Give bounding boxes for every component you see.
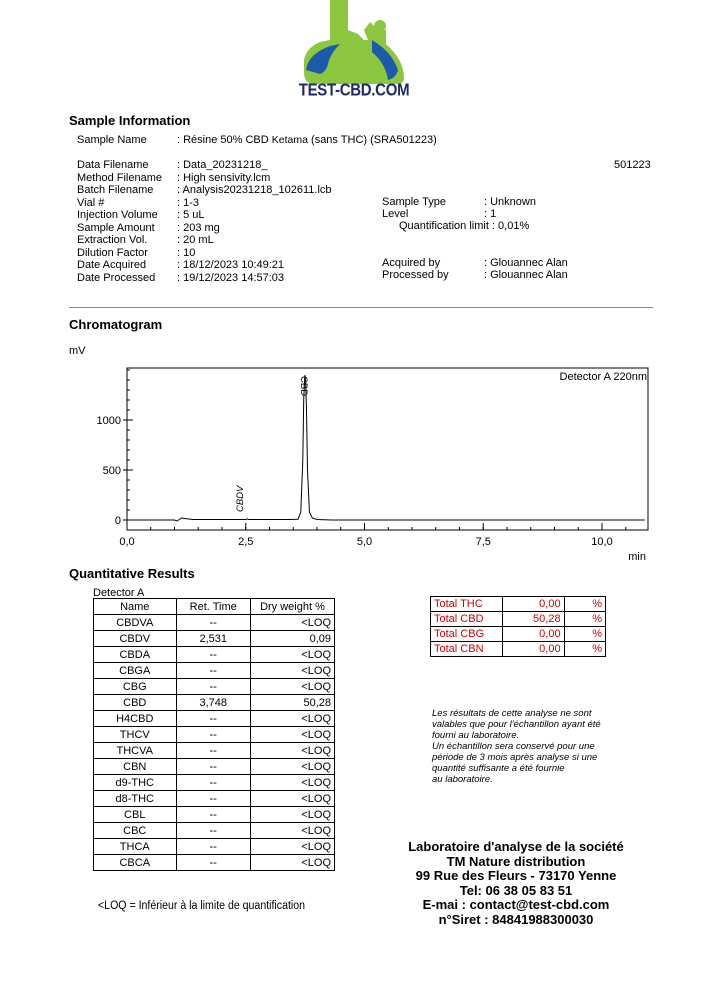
lab-company: TM Nature distribution — [446, 853, 586, 869]
dry-weight-cell: <LOQ — [250, 711, 334, 727]
ret-time-cell: -- — [176, 775, 250, 791]
ret-time-cell: -- — [176, 679, 250, 695]
totals-row — [431, 597, 606, 612]
table-row — [94, 679, 335, 695]
ret-time-cell: -- — [176, 615, 250, 631]
y-tick-label: 500 — [102, 465, 121, 477]
total-unit-cell: % — [564, 642, 605, 657]
disclaimer-line: Un échantillon sera conservé pour une — [432, 741, 595, 752]
lab-siret: n°Siret : 84841988300030 — [438, 911, 594, 927]
totals-table — [430, 596, 606, 657]
batch-filename-value: : Analysis20231218_102611.lcb — [177, 184, 332, 196]
results-header-cell: Ret. Time — [176, 599, 250, 615]
compound-name-cell: d8-THC — [94, 791, 177, 807]
ret-time-cell: -- — [176, 711, 250, 727]
ret-time-cell: -- — [176, 663, 250, 679]
disclaimer-line: Les résultats de cette analyse ne sont — [432, 708, 592, 719]
x-tick-label: 10,0 — [591, 536, 613, 548]
table-row — [94, 615, 335, 631]
disclaimer-line: quantité suffisante a été fournie — [432, 763, 565, 774]
dry-weight-cell: <LOQ — [250, 759, 334, 775]
chromatogram-title: Chromatogram — [69, 317, 163, 332]
dilution-factor-value: : 10 — [177, 246, 196, 259]
table-row — [94, 695, 335, 711]
processed-by-label: Processed by — [382, 269, 449, 281]
table-row — [94, 855, 335, 871]
lab-name: Laboratoire d'analyse de la société — [408, 839, 624, 854]
table-row — [94, 759, 335, 775]
date-acquired-value: : 18/12/2023 10:49:21 — [177, 259, 285, 271]
acquired-by-label: Acquired by — [382, 257, 441, 269]
totals-row — [431, 612, 606, 627]
quant-results-title: Quantitative Results — [69, 566, 195, 581]
extraction-vol-label: Extraction Vol. — [77, 234, 148, 246]
sample-name-label: Sample Name — [77, 134, 147, 146]
extraction-vol-value: : 20 mL — [177, 234, 214, 246]
disclaimer-line: valables que pour l'échantillon ayant été — [432, 719, 601, 730]
table-row — [94, 791, 335, 807]
compound-name-cell: CBDV — [94, 631, 177, 647]
x-tick-label: 2,5 — [238, 536, 254, 548]
dry-weight-cell: <LOQ — [250, 807, 334, 823]
ret-time-cell: -- — [176, 743, 250, 759]
table-row — [94, 839, 335, 855]
level-label: Level — [382, 208, 409, 220]
vial-value: : 1-3 — [177, 196, 200, 209]
dry-weight-cell: <LOQ — [250, 775, 334, 791]
table-row — [94, 807, 335, 823]
date-processed-label: Date Processed — [77, 271, 156, 284]
date-processed-value: : 19/12/2023 14:57:03 — [177, 271, 285, 284]
table-row — [94, 631, 335, 647]
disclaimer — [432, 708, 601, 785]
ret-time-cell: -- — [176, 727, 250, 743]
disclaimer-line: période de 3 mois après analyse si une — [432, 752, 598, 763]
compound-name-cell: CBL — [94, 807, 177, 823]
x-axis-unit: min — [628, 551, 646, 563]
batch-filename-label: Batch Filename — [77, 184, 154, 196]
compound-name-cell: THCV — [94, 727, 177, 743]
compound-name-cell: d9-THC — [94, 775, 177, 791]
table-row — [94, 663, 335, 679]
compound-name-cell: H4CBD — [94, 711, 177, 727]
lab-email: E-mai : contact@test-cbd.com — [422, 897, 610, 912]
data-filename-value: : Data_20231218_ — [177, 159, 268, 171]
dry-weight-cell: <LOQ — [250, 663, 334, 679]
total-unit-cell: % — [564, 627, 605, 642]
compound-name-cell: CBCA — [94, 855, 177, 871]
compound-name-cell: CBDVA — [94, 615, 177, 631]
total-value-cell: 0,00 — [503, 597, 564, 612]
sample-name-value-a: : Résine 50% CBD — [177, 134, 269, 146]
total-unit-cell: % — [564, 612, 605, 627]
y-axis-unit: mV — [69, 345, 86, 357]
plot-frame — [127, 368, 648, 530]
sample-type-label: Sample Type — [382, 196, 447, 208]
compound-name-cell: CBC — [94, 823, 177, 839]
ret-time-cell: -- — [176, 791, 250, 807]
sample-right-code: 501223 — [614, 159, 651, 171]
table-row — [94, 823, 335, 839]
injection-volume-value: : 5 uL — [177, 209, 205, 221]
brand-name: TEST-CBD.COM — [298, 80, 410, 101]
dry-weight-cell: <LOQ — [250, 647, 334, 663]
ret-time-cell: -- — [176, 839, 250, 855]
ret-time-cell: -- — [176, 759, 250, 775]
disclaimer-line: au laboratoire. — [432, 774, 493, 785]
compound-name-cell: THCVA — [94, 743, 177, 759]
total-name-cell: Total CBN — [431, 642, 503, 657]
y-tick-label: 1000 — [96, 415, 121, 427]
disclaimer-line: fourni au laboratoire. — [432, 730, 520, 741]
total-unit-cell: % — [564, 597, 605, 612]
x-tick-label: 5,0 — [356, 536, 373, 548]
results-header-row — [94, 599, 335, 615]
totals-row — [431, 627, 606, 642]
ret-time-cell: 2,531 — [176, 631, 250, 647]
compound-name-cell: CBGA — [94, 663, 177, 679]
peak-label: CBDV — [235, 485, 247, 512]
table-row — [94, 743, 335, 759]
detector-label: Detector A 220nm — [559, 371, 647, 383]
sample-name-value-b: Ketama — [271, 134, 308, 146]
x-tick-label: 0,0 — [119, 536, 135, 548]
table-row — [94, 711, 335, 727]
section-divider — [69, 307, 653, 308]
dry-weight-cell: <LOQ — [250, 839, 334, 855]
dry-weight-cell: 50,28 — [250, 695, 334, 711]
processed-by-value: : Glouannec Alan — [484, 269, 568, 281]
dry-weight-cell: 0,09 — [250, 631, 334, 647]
ret-time-cell: -- — [176, 823, 250, 839]
data-filename-label: Data Filename — [77, 159, 149, 171]
total-value-cell: 0,00 — [503, 627, 564, 642]
method-filename-label: Method Filename — [77, 171, 162, 184]
compound-name-cell: CBD — [94, 695, 177, 711]
total-name-cell: Total CBG — [431, 627, 503, 642]
dry-weight-cell: <LOQ — [250, 791, 334, 807]
table-row — [94, 775, 335, 791]
peak-label: CBD — [298, 376, 310, 397]
sample-name-value — [177, 134, 437, 147]
totals-row — [431, 642, 606, 657]
results-header-cell: Dry weight % — [250, 599, 334, 615]
dry-weight-cell: <LOQ — [250, 727, 334, 743]
sample-values — [177, 159, 332, 284]
sample-amount-value: : 203 mg — [177, 221, 220, 234]
dry-weight-cell: <LOQ — [250, 615, 334, 631]
ret-time-cell: -- — [176, 855, 250, 871]
ret-time-cell: -- — [176, 647, 250, 663]
quant-detector-label: Detector A — [93, 587, 145, 599]
results-header-cell: Name — [94, 599, 177, 615]
sample-amount-label: Sample Amount — [77, 221, 155, 234]
method-filename-value: : High sensivity.lcm — [177, 171, 271, 184]
dry-weight-cell: <LOQ — [250, 679, 334, 695]
sample-type-value: : Unknown — [484, 196, 536, 208]
chromatogram-trace — [127, 375, 645, 521]
dry-weight-cell: <LOQ — [250, 743, 334, 759]
lab-phone: Tel: 06 38 05 83 51 — [459, 882, 573, 898]
results-table — [93, 598, 335, 871]
sample-labels — [77, 159, 162, 284]
table-row — [94, 647, 335, 663]
compound-name-cell: CBDA — [94, 647, 177, 663]
level-value: : 1 — [484, 208, 497, 220]
date-acquired-label: Date Acquired — [77, 259, 147, 271]
lab-address: 99 Rue des Fleurs - 73170 Yenne — [415, 868, 617, 883]
acquired-by-value: : Glouannec Alan — [484, 257, 568, 269]
compound-name-cell: CBG — [94, 679, 177, 695]
quantification-limit: Quantification limit : 0,01% — [399, 220, 530, 232]
compound-name-cell: CBN — [94, 759, 177, 775]
dry-weight-cell: <LOQ — [250, 855, 334, 871]
injection-volume-label: Injection Volume — [77, 209, 158, 221]
chromatogram-chart — [60, 360, 660, 565]
x-tick-label: 7,5 — [475, 536, 491, 548]
total-value-cell: 50,28 — [503, 612, 564, 627]
sample-name-value-c: (sans THC) (SRA501223) — [311, 134, 437, 146]
dilution-factor-label: Dilution Factor — [77, 246, 148, 259]
vial-label: Vial # — [77, 196, 105, 209]
total-name-cell: Total CBD — [431, 612, 503, 627]
dry-weight-cell: <LOQ — [250, 823, 334, 839]
total-name-cell: Total THC — [431, 597, 503, 612]
lab-info — [380, 840, 652, 927]
ret-time-cell: -- — [176, 807, 250, 823]
total-value-cell: 0,00 — [503, 642, 564, 657]
table-row — [94, 727, 335, 743]
sample-info-title: Sample Information — [69, 113, 191, 128]
compound-name-cell: THCA — [94, 839, 177, 855]
ret-time-cell: 3,748 — [176, 695, 250, 711]
y-tick-label: 0 — [114, 515, 121, 527]
loq-note: <LOQ = Inférieur à la limite de quantification — [98, 900, 306, 912]
